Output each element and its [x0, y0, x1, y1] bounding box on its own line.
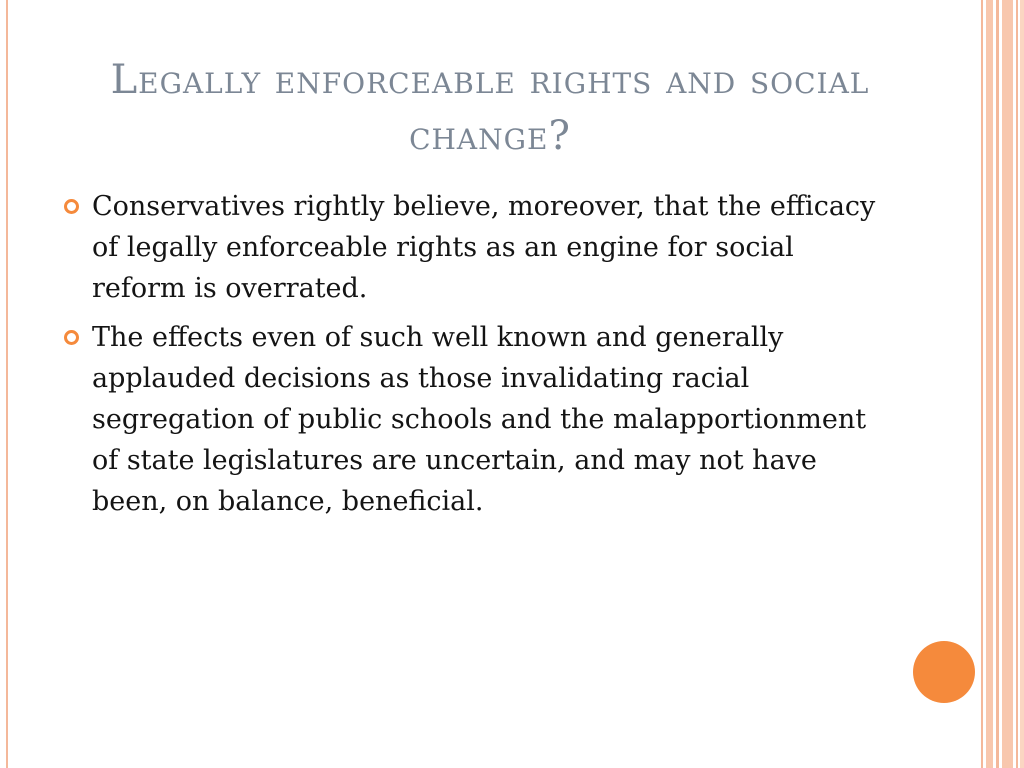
- bullet-icon: [64, 330, 79, 345]
- bullet-list: [64, 186, 884, 530]
- left-border-rule: [6, 0, 8, 768]
- bullet-text: The effects even of such well known and generally applauded decisions as those invalidating racial segregation of public schools and the malapportionment of state legislatures are uncertain, and may not have been, on balance, beneficial.: [92, 322, 867, 517]
- bullet-item: [64, 186, 884, 309]
- right-stripe: [1016, 0, 1018, 768]
- right-stripe: [1020, 0, 1024, 768]
- bullet-icon: [64, 199, 79, 214]
- right-stripe: [986, 0, 993, 768]
- bullet-text: Conservatives rightly believe, moreover, that the efficacy of legally enforceable rights as an engine for social reform is overrated.: [92, 191, 876, 304]
- bullet-item: [64, 317, 884, 522]
- orange-circle-decoration-icon: [913, 641, 975, 703]
- right-stripe: [1002, 0, 1013, 768]
- right-stripe: [981, 0, 983, 768]
- slide-title: Legally enforceable rights and social change?: [110, 57, 870, 159]
- right-stripe: [996, 0, 999, 768]
